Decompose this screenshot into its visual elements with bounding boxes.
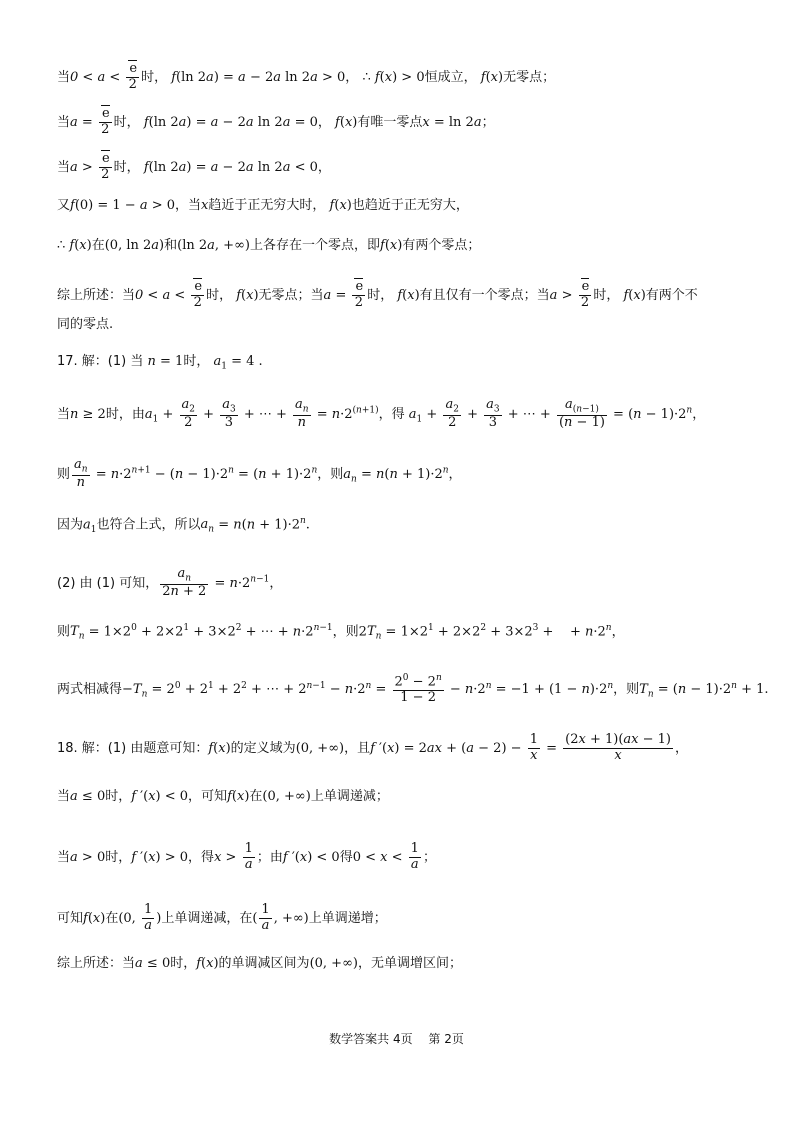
- line-7: 同的零点.: [57, 317, 114, 332]
- text: 上单调递增；: [308, 910, 387, 926]
- line-18: 可知f(x)在(0, $\frac{1}{a}$ )上单调递减，在( $\frac{1}{a}$ , +∞)上单调递增；: [57, 902, 387, 933]
- text: 时，由: [105, 406, 145, 422]
- text: 当: [57, 849, 71, 865]
- text: 当: [57, 789, 71, 804]
- text: 无零点；当: [258, 287, 324, 303]
- text: 可知: [57, 910, 84, 926]
- text: ，则: [317, 466, 344, 482]
- text: ，则: [613, 682, 640, 698]
- text: ，则: [332, 624, 359, 640]
- text: 上单调递减；: [310, 789, 389, 804]
- text: 17. 解：(1) 当: [57, 354, 144, 369]
- text: 无零点；: [503, 69, 556, 85]
- text: 时，: [105, 789, 132, 804]
- line-11: 因为$a_1$也符合上式，所以$a_n = n(n + 1)\cdot 2^n$.: [57, 516, 310, 535]
- text: 趋近于正无穷大时，: [208, 198, 326, 213]
- line-5: ∴ f(x)在(0, ln 2a)和(ln 2a, +∞)上各存在一个零点，即f(x)有两个零点；: [57, 238, 481, 253]
- text: 时，: [113, 159, 140, 175]
- text: 当: [57, 114, 71, 130]
- text: ；: [481, 114, 495, 130]
- text: 在: [105, 910, 119, 926]
- text: ，且: [344, 740, 371, 756]
- line-1: 当0 < a < $\frac{e}{2}$ 时， f(ln 2a) = a − 2a ln 2a > 0， ∴ f(x) > 0恒成立， f(x)无零点；: [57, 61, 556, 92]
- text: 时，: [367, 287, 394, 303]
- line-16: 当a ≤ 0时，f ′(x) < 0，可知f(x)在(0, +∞)上单调递减；: [57, 789, 389, 804]
- line-19: 综上所述：当a ≤ 0时，f(x)的单调减区间为(0, +∞)，无单调增区间；: [57, 956, 462, 971]
- text: 时，: [170, 956, 197, 971]
- text: 时，: [105, 849, 132, 865]
- text: 在: [249, 789, 263, 804]
- q18-heading: 18. 解：(1) 由题意可知：f(x)的定义域为(0, +∞)，且f ′(x) = 2ax + (a − 2) − $\frac{1}{x}$ = $\frac{(2x + 1)(ax - 1)}{x}$ ，: [57, 732, 689, 763]
- text: 因为: [57, 517, 84, 533]
- text: ，无单调增区间；: [357, 956, 462, 971]
- text: 18. 解：(1) 由题意可知：: [57, 740, 209, 756]
- text: 当: [57, 159, 71, 175]
- text: 则: [57, 624, 71, 640]
- text: ，得: [378, 406, 405, 422]
- text: 时，: [183, 354, 210, 369]
- text: 有唯一零点: [357, 114, 423, 130]
- text: 可知: [201, 789, 228, 804]
- q17-heading: 17. 解：(1) 当 n = 1时， $a_1 = 4$ .: [57, 354, 263, 372]
- text: 的定义域为: [230, 740, 296, 756]
- text: ，: [317, 159, 331, 175]
- line-13: 则$T_n = 1\times 2^0 + 2\times 2^1 + 3\times 2^2$ + ⋯ + $n\cdot 2^{n-1}$，则$2T_n = 1\times 2^1 + 2\times 2^2 + 3\times 2^3$ + + $n\cdot 2^n$，: [57, 623, 625, 642]
- text: 两式相减得: [57, 682, 123, 698]
- line-3: 当a > $\frac{e}{2}$ 时， f(ln 2a) = a − 2a ln 2a < 0，: [57, 151, 331, 182]
- text: 时，: [593, 287, 620, 303]
- text: ，得: [188, 849, 215, 865]
- text: 则: [57, 466, 71, 482]
- text: ，: [317, 114, 331, 130]
- line-14: 两式相减得$-T_n = 2^0 + 2^1 + 2^2$ + ⋯ + $2^{n-1} - n\cdot 2^n$ = $\frac{2^0 - 2^n}{1 - 2}$ − $n\cdot 2^n = -1 + (1 - n)\cdot 2^n$，则$T_n = (n - 1)\cdot 2^n + 1$.: [57, 673, 769, 706]
- text: 综上所述：当: [57, 287, 136, 303]
- text: 上各存在一个零点，即: [249, 238, 380, 253]
- text: 时，: [141, 69, 168, 85]
- text: ，当: [175, 198, 202, 213]
- line-9: 当n ≥ 2时，由$a_1$ + $\frac{a_2}{2}$ + $\frac{a_3}{3}$ + ⋯ + $\frac{a_n}{n}$ = $n\cdot 2^{(n+1)}$，得 $a_1$ + $\frac{a_2}{2}$ + $\frac{a_3}{3}$ + ⋯ + $\frac{a_{(n-1)}}{(n - 1)}$ = $(n - 1)\cdot 2^n$，: [57, 397, 706, 430]
- text: 当: [57, 406, 71, 422]
- text: 和: [164, 238, 178, 253]
- line-4: 又f(0) = 1 − a > 0，当x趋近于正无穷大时， f(x)也趋近于正无穷大，: [57, 198, 469, 213]
- text: (2) 由 (1) 可知，: [57, 575, 159, 591]
- text: 综上所述：当: [57, 956, 136, 971]
- text: ；: [422, 849, 436, 865]
- line-10: 则 $\frac{a_n}{n}$ = $n\cdot 2^{n+1} - (n - 1)\cdot 2^n = (n + 1)\cdot 2^n$，则$a_n = n(n + 1)\cdot 2^n$，: [57, 457, 462, 490]
- page-footer: 数学答案共 4页 第 2页: [329, 1032, 464, 1046]
- text: 有两个零点；: [402, 238, 481, 253]
- text: 又: [57, 198, 71, 213]
- text: 有且仅有一个零点；当: [419, 287, 550, 303]
- line-2: 当a = $\frac{e}{2}$ 时， f(ln 2a) = a − 2a ln 2a = 0， f(x)有唯一零点x = ln 2a；: [57, 106, 495, 137]
- text: ；由: [256, 849, 283, 865]
- line-17: 当a > 0时，f ′(x) > 0，得x > $\frac{1}{a}$ ；由f ′(x) < 0得0 < x < $\frac{1}{a}$ ；: [57, 841, 436, 872]
- text: 有两个不: [645, 287, 698, 303]
- line-12: (2) 由 (1) 可知， $\frac{a_n}{2n + 2}$ = $n\cdot 2^{n-1}$，: [57, 566, 283, 599]
- text: 得: [339, 849, 353, 865]
- text: 在: [91, 238, 105, 253]
- text: 时，: [113, 114, 140, 130]
- text: 上单调递减，在: [161, 910, 253, 926]
- text: 也趋近于正无穷大，: [351, 198, 469, 213]
- text: 时，: [206, 287, 233, 303]
- text: ，: [345, 69, 359, 85]
- text: 恒成立，: [424, 69, 477, 85]
- text: 也符合上式，所以: [96, 517, 201, 533]
- line-6: 综上所述：当0 < a < $\frac{e}{2}$ 时， f(x)无零点；当a = $\frac{e}{2}$ 时， f(x)有且仅有一个零点；当a > $\frac{e}{2}$ 时， f(x)有两个不: [57, 279, 698, 310]
- text: 的单调减区间为: [218, 956, 310, 971]
